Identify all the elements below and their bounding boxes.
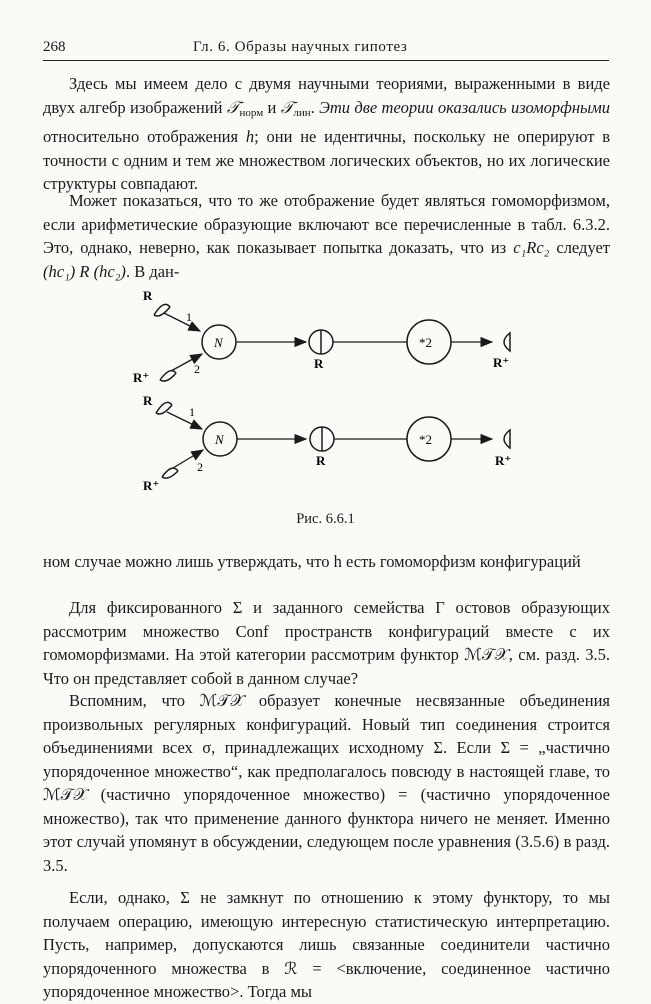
page-header (43, 38, 609, 61)
node-multiply-label: *2 (419, 335, 432, 350)
node-multiply-label: *2 (419, 432, 432, 447)
formula: (hc₁) R (hc₂) (43, 261, 126, 281)
bond-number-1: 1 (186, 310, 192, 324)
input-label-r-plus: R⁺ (143, 478, 160, 493)
output-label-r-plus: R⁺ (493, 355, 510, 370)
text: относительно отображения (43, 127, 246, 146)
subscript: лин (293, 106, 311, 119)
paragraph-4: Для фиксированного Σ и заданного семейства Γ остовов образующих рассмотрим множество Conf пространств конфигураций вместе с их гомоморфизмами. На этой категории рассмотрим функтор ℳ𝒯𝒳, см. разд. 3.5. Что он представляет собой в данном случае? (43, 598, 610, 688)
bond-number-2: 2 (194, 362, 200, 376)
paragraph-3: ном случае можно лишь утверждать, что h есть гомоморфизм конфигураций (43, 552, 581, 571)
paragraph-1 (43, 72, 610, 196)
page-number: 268 (43, 39, 66, 55)
symbol-h: h (245, 127, 255, 146)
formula: c₁Rc₂ (513, 238, 550, 257)
paragraph-6: Если, однако, Σ не замкнут по отношению к этому функтору, то мы получаем операцию, имеющую интересную статистическую интерпретацию. Пусть, например, допускаются лишь связанные соединители частично упорядоченного множества в ℛ = <включение, соединенное частично упорядоченное множество>. Тогда мы (43, 888, 610, 1001)
running-head: Гл. 6. Образы научных гипотез (193, 39, 408, 55)
paragraph-5: Вспомним, что ℳ𝒯𝒳 образует конечные несвязанные объединения произвольных регулярных конфигураций. Новый тип соединения строится объединениями всех σ, принадлежащих исходному Σ. Если Σ = „частично упорядоченное множество“, как предполагалось повсюду в настоящей главе, то ℳ𝒯𝒳 (частично упорядоченное множество) = (частично упорядоченное множество), так что применение данного функтора ничего не меняет. Именно этот случай упомянут в обсуждении, следующем после уравнения (3.5.6) в разд. 3.5. (43, 691, 610, 875)
node-n-label: N (215, 432, 224, 447)
text: ; они не идентичны, поскольку не оперируют в точности с одним и тем же множеством логических объектов, но их логические структуры совпадают. (43, 127, 610, 193)
bond-number-1: 1 (189, 405, 195, 419)
text: следует (549, 238, 611, 257)
junction-label-r: R (316, 453, 326, 468)
input-label-r: R (143, 393, 153, 408)
diagram-row-top (133, 288, 510, 385)
paragraph-2 (43, 189, 610, 283)
output-bond (504, 333, 510, 351)
diagram-row-bottom (143, 393, 511, 493)
output-bond (504, 430, 510, 448)
text: Может показаться, что то же отображение будет являться гомоморфизмом, если арифметические образующие включают все перечисленные в табл. 6.3.2. Это, однако, неверно, как показывает попытка доказать, что из (43, 191, 610, 257)
symbol: 𝒯 (226, 97, 240, 117)
text: . В дан- (125, 261, 180, 281)
text: . (310, 97, 320, 117)
input-label-r-plus: R⁺ (133, 370, 150, 385)
junction-label-r: R (314, 356, 324, 371)
text: Здесь мы имеем дело с двумя научными теориями, выраженными в виде двух алгебр изображений (43, 74, 610, 117)
text: и (263, 97, 281, 117)
figure-caption: Рис. 6.6.1 (296, 511, 355, 527)
symbol: 𝒯 (280, 97, 294, 117)
italic-emphasis: Эти две теории оказались изоморфными (319, 97, 610, 117)
figure-diagram (120, 285, 520, 500)
output-label-r-plus: R⁺ (495, 453, 512, 468)
bond-number-2: 2 (197, 460, 203, 474)
node-n-label: N (214, 335, 223, 350)
subscript: норм (239, 106, 264, 119)
input-label-r: R (143, 288, 153, 303)
